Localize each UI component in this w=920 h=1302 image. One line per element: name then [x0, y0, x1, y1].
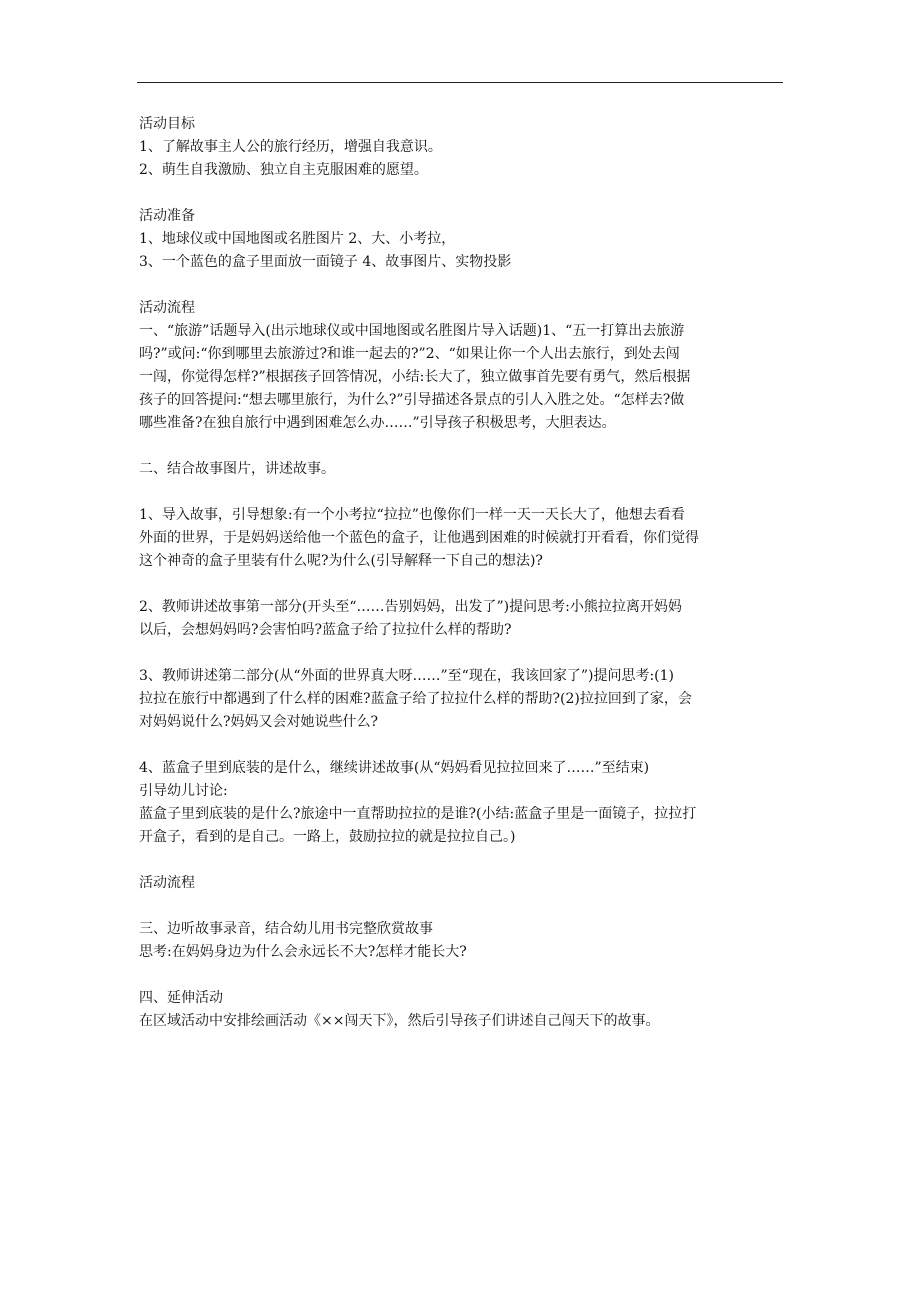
step2-line: 以后，会想妈妈吗?会害怕吗?蓝盒子给了拉拉什么样的帮助?	[139, 622, 512, 638]
part1-line: 哪些准备?在独自旅行中遇到困难怎么办……”引导孩子积极思考，大胆表达。	[139, 415, 616, 431]
part4-line: 四、延伸活动	[139, 990, 223, 1006]
goal-item: 2、萌生自我激励、独立自主克服困难的愿望。	[139, 162, 428, 178]
prep-section	[139, 205, 789, 274]
step2-line: 2、教师讲述故事第一部分(开头至“……告别妈妈，出发了”)提问思考:小熊拉拉离开妈妈	[139, 599, 682, 615]
step3-line: 3、教师讲述第二部分(从“外面的世界真大呀……”至“现在，我该回家了”)提问思考:(1)	[139, 668, 675, 684]
prep-item: 1、地球仪或中国地图或名胜图片 2、大、小考拉，	[139, 231, 456, 247]
step4-line: 引导幼儿讨论:	[139, 783, 228, 799]
step1-line: 外面的世界，于是妈妈送给他一个蓝色的盒子，让他遇到困难的时候就打开看看，你们觉得	[139, 530, 699, 546]
header-rule	[137, 82, 783, 83]
part2-heading: 二、结合故事图片，讲述故事。	[139, 461, 335, 477]
document-body	[139, 113, 789, 1033]
step4-line: 蓝盒子里到底装的是什么?旅途中一直帮助拉拉的是谁?(小结:蓝盒子里是一面镜子，拉拉打	[139, 806, 697, 822]
step1-line: 1、导入故事，引导想象:有一个小考拉“拉拉”也像你们一样一天一天长大了，他想去看看	[139, 507, 685, 523]
step4-line: 4、蓝盒子里到底装的是什么，继续讲述故事(从“妈妈看见拉拉回来了……”至结束)	[139, 760, 650, 776]
part1-line: 吗?”或问:“你到哪里去旅游过?和谁一起去的?”2、“如果让你一个人出去旅行，到处去闯	[139, 346, 680, 362]
goals-heading: 活动目标	[139, 116, 195, 132]
flow-section-2	[139, 872, 789, 1033]
part4-line: 在区域活动中安排绘画活动《××闯天下》，然后引导孩子们讲述自己闯天下的故事。	[139, 1013, 660, 1029]
step4-line: 开盒子，看到的是自己。一路上，鼓励拉拉的就是拉拉自己。)	[139, 829, 516, 845]
flow-section-1	[139, 297, 789, 849]
part3-line: 三、边听故事录音，结合幼儿用书完整欣赏故事	[139, 921, 433, 937]
goals-section	[139, 113, 789, 182]
flow-heading: 活动流程	[139, 300, 195, 316]
flow-heading: 活动流程	[139, 875, 195, 891]
prep-item: 3、一个蓝色的盒子里面放一面镜子 4、故事图片、实物投影	[139, 254, 512, 270]
step1-line: 这个神奇的盒子里装有什么呢?为什么(引导解释一下自己的想法)?	[139, 553, 543, 569]
goal-item: 1、了解故事主人公的旅行经历，增强自我意识。	[139, 139, 442, 155]
part3-line: 思考:在妈妈身边为什么会永远长不大?怎样才能长大?	[139, 944, 467, 960]
step3-line: 拉拉在旅行中都遇到了什么样的困难?蓝盒子给了拉拉什么样的帮助?(2)拉拉回到了家，会	[139, 691, 692, 707]
prep-heading: 活动准备	[139, 208, 195, 224]
part1-line: 一闯，你觉得怎样?”根据孩子回答情况，小结:长大了，独立做事首先要有勇气，然后根据	[139, 369, 691, 385]
step3-line: 对妈妈说什么?妈妈又会对她说些什么?	[139, 714, 379, 730]
part1-line: 一、“旅游”话题导入(出示地球仪或中国地图或名胜图片导入话题)1、“五一打算出去旅游	[139, 323, 685, 339]
part1-line: 孩子的回答提问:“想去哪里旅行，为什么?”引导描述各景点的引人入胜之处。“怎样去?做	[139, 392, 685, 408]
